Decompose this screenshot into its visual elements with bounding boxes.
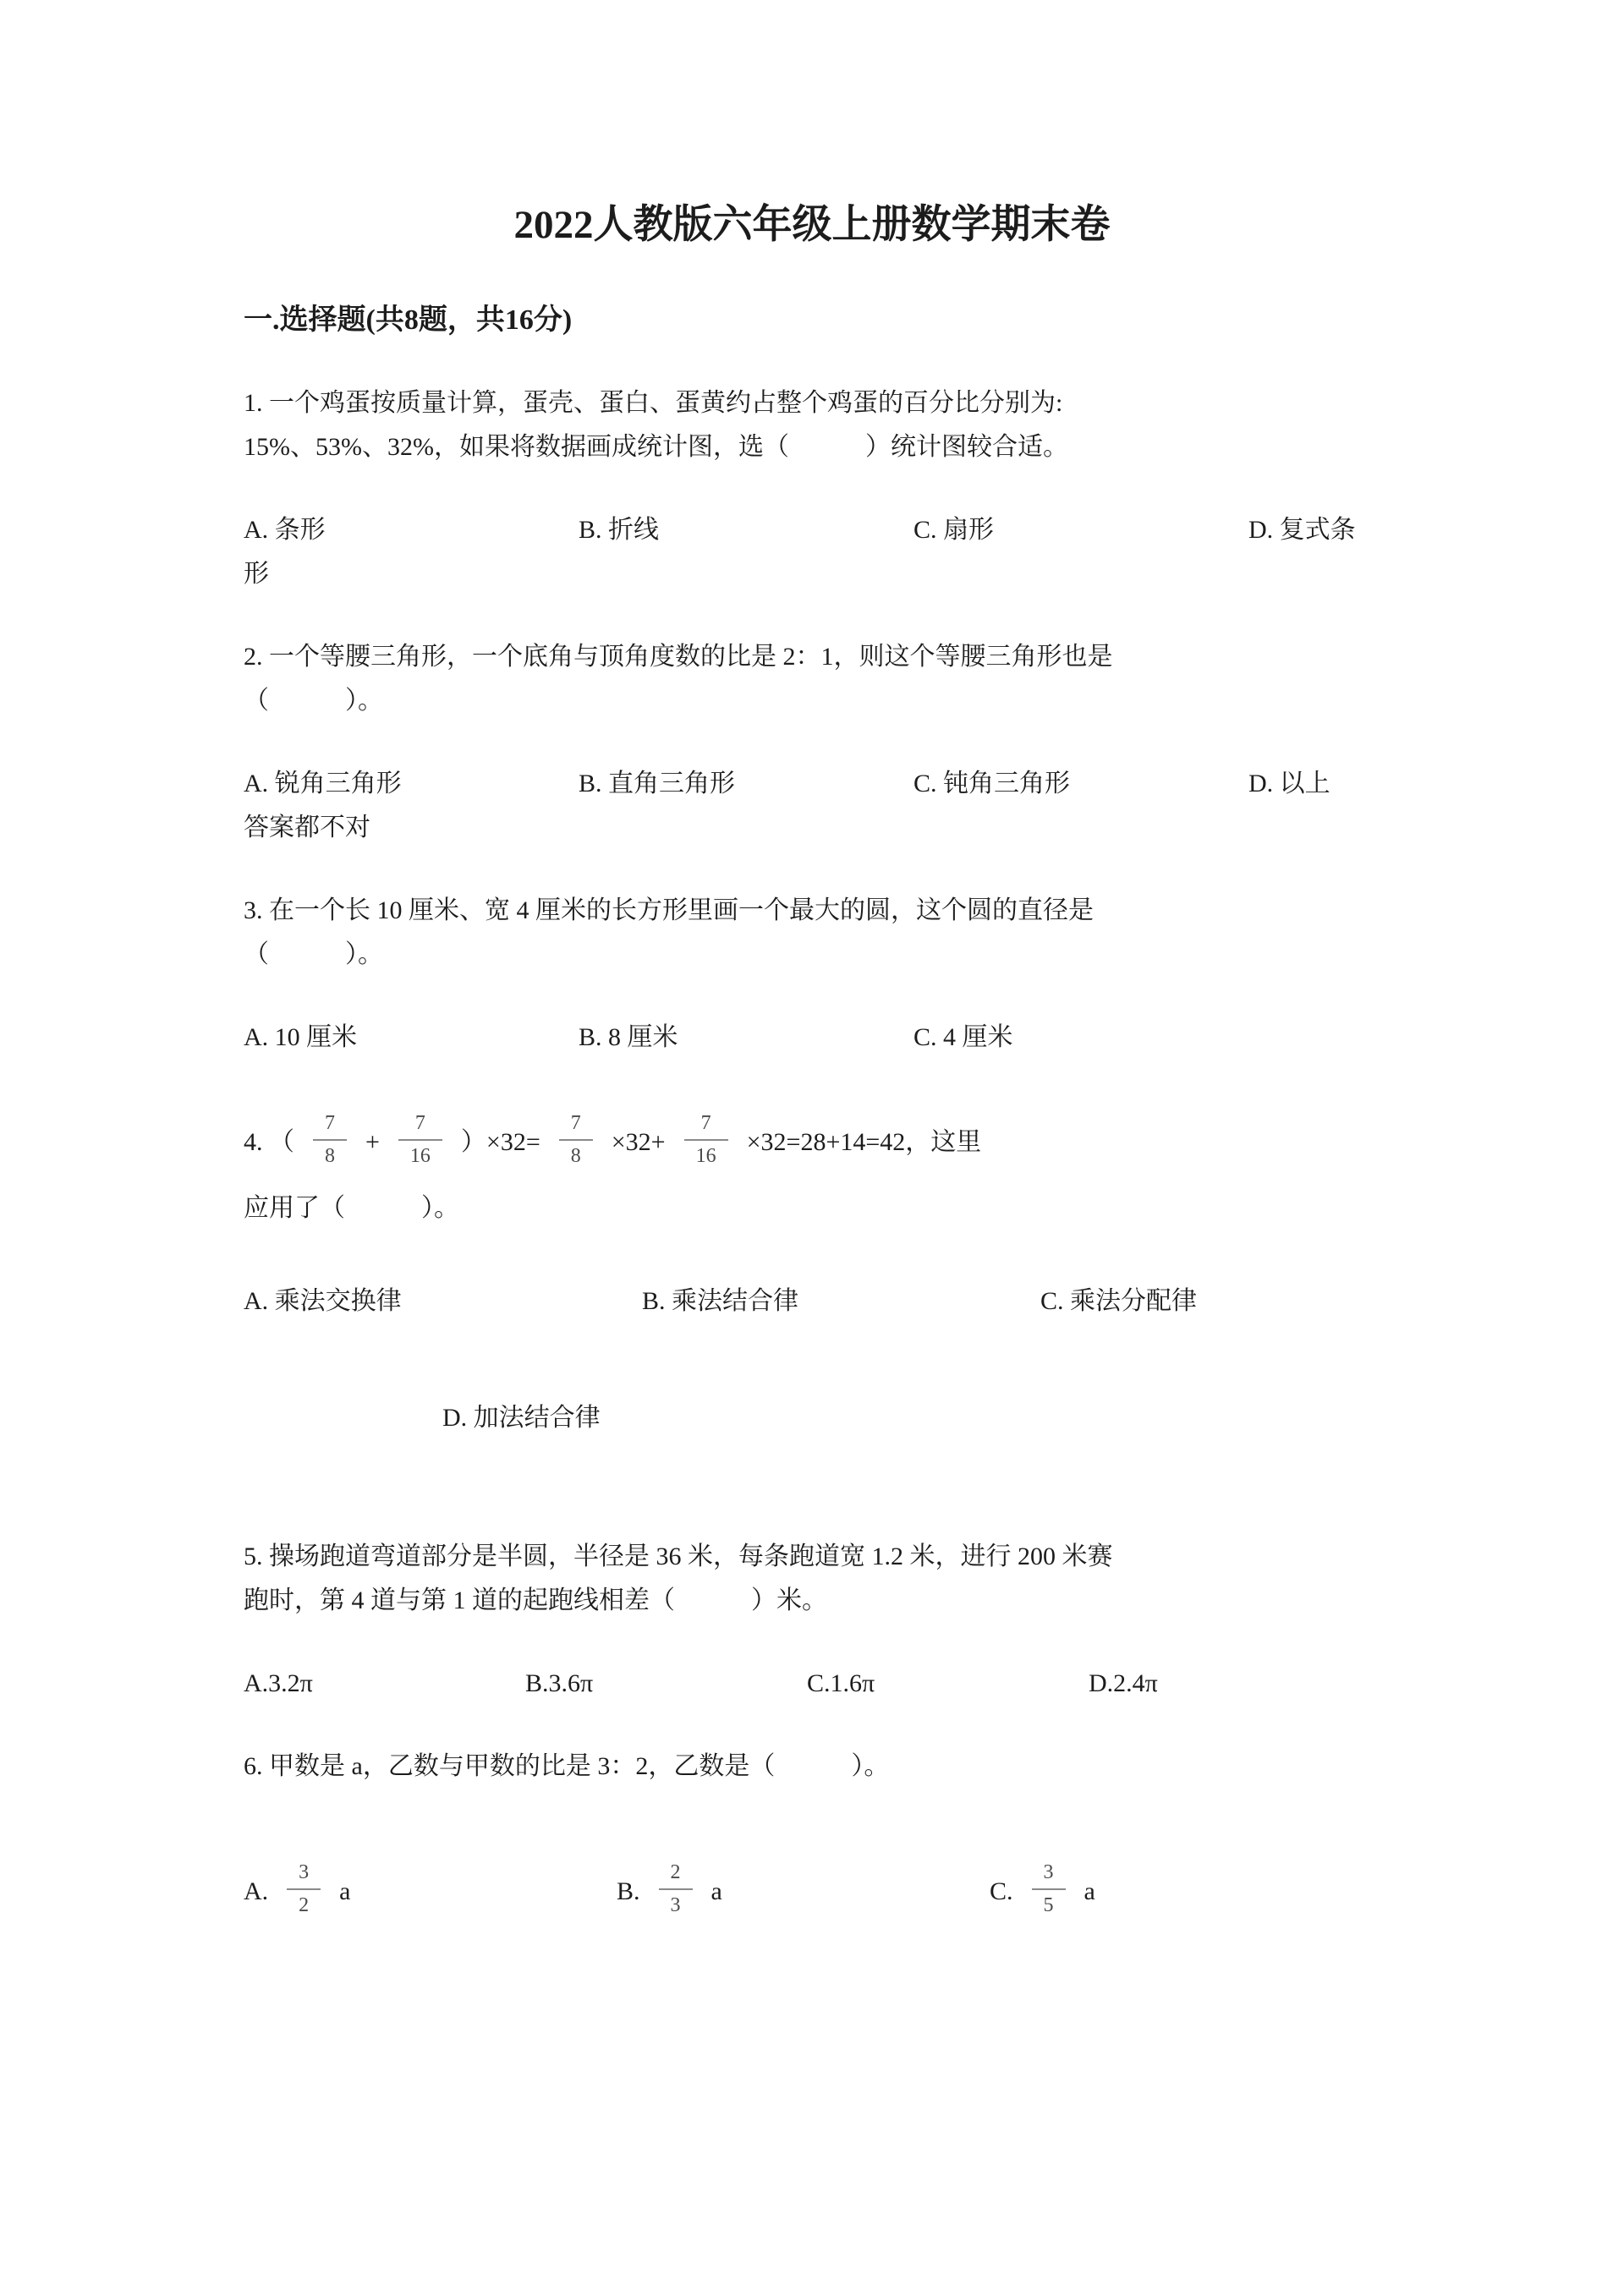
q6-options-row xyxy=(244,1848,1380,1936)
fraction-7-8 xyxy=(313,1110,347,1169)
question-4-options xyxy=(244,1280,1380,1323)
fraction-denominator: 3 xyxy=(659,1888,693,1919)
q6-option-a xyxy=(244,1848,617,1936)
question-1-options xyxy=(244,508,1380,596)
q6-option-c xyxy=(990,1848,1095,1936)
question-6-stem xyxy=(244,1745,1380,1789)
q1-option-a: A. 条形 xyxy=(244,515,326,544)
question-6-options xyxy=(244,1848,1380,1936)
fraction-2-3 xyxy=(659,1860,693,1918)
q5-option-c: C.1.6π xyxy=(807,1669,875,1697)
q5-stem-line-1: 5. 操场跑道弯道部分是半圆，半径是 36 米，每条跑道宽 1.2 米，进行 200 米赛 xyxy=(244,1542,1113,1570)
q1-stem-line-2: 15%、53%、32%，如果将数据画成统计图，选（ ）统计图较合适。 xyxy=(244,432,1068,461)
q4-seg-times: ×32+ xyxy=(611,1127,666,1156)
question-2-stem xyxy=(244,635,1380,723)
fraction-7-8 xyxy=(559,1110,593,1169)
fraction-denominator: 5 xyxy=(1032,1888,1066,1919)
q4-expression-line xyxy=(244,1099,1380,1186)
fraction-numerator: 7 xyxy=(325,1112,335,1135)
q6-option-a-label: A. xyxy=(244,1877,269,1905)
exam-title: 2022人教版六年级上册数学期末卷 xyxy=(513,203,1111,247)
q1-stem-line-1: 1. 一个鸡蛋按质量计算，蛋壳、蛋白、蛋黄约占整个鸡蛋的百分比分别为: xyxy=(244,388,1063,417)
q2-option-a: A. 锐角三角形 xyxy=(244,769,402,797)
section-header: 一.选择题(共8题，共16分) xyxy=(244,304,573,337)
q6-option-b-suffix: a xyxy=(710,1877,722,1905)
q1-option-d: D. 复式条 xyxy=(1248,515,1356,544)
question-1-stem xyxy=(244,381,1380,469)
fraction-denominator: 2 xyxy=(287,1888,321,1919)
q6-option-c-suffix: a xyxy=(1084,1877,1095,1905)
q4-seg-close: ）×32= xyxy=(460,1127,540,1156)
q4-seg-open: 4. （ xyxy=(244,1127,294,1156)
q2-option-b: B. 直角三角形 xyxy=(579,769,736,797)
q5-options-row xyxy=(244,1662,1380,1706)
q4-option-c: C. 乘法分配律 xyxy=(1040,1286,1198,1315)
question-5-stem xyxy=(244,1535,1380,1623)
q4-option-d: D. 加法结合律 xyxy=(442,1403,601,1432)
question-5-options xyxy=(244,1662,1380,1706)
q2-option-d-wrap: 答案都不对 xyxy=(244,813,370,841)
q5-option-b: B.3.6π xyxy=(525,1669,594,1697)
q3-options-row xyxy=(244,1016,1380,1060)
fraction-numerator: 7 xyxy=(570,1112,581,1135)
q4-seg-end: ×32=28+14=42，这里 xyxy=(746,1127,982,1156)
fraction-denominator: 16 xyxy=(684,1139,728,1170)
q3-option-b: B. 8 厘米 xyxy=(579,1022,678,1051)
q2-options-row xyxy=(244,762,1380,806)
q1-option-c: C. 扇形 xyxy=(914,515,995,544)
fraction-numerator: 7 xyxy=(700,1112,711,1135)
q3-option-c: C. 4 厘米 xyxy=(914,1022,1013,1051)
question-2-options xyxy=(244,762,1380,850)
fraction-numerator: 3 xyxy=(1043,1861,1054,1884)
q2-option-d: D. 以上 xyxy=(1248,769,1330,797)
fraction-denominator: 8 xyxy=(559,1139,593,1170)
q5-option-d: D.2.4π xyxy=(1089,1669,1158,1697)
fraction-3-2 xyxy=(287,1860,321,1918)
fraction-numerator: 2 xyxy=(670,1861,681,1884)
fraction-numerator: 3 xyxy=(299,1861,310,1884)
question-4-stem xyxy=(244,1099,1380,1230)
q6-option-a-suffix: a xyxy=(339,1877,351,1905)
q2-stem-line-2: （ ）。 xyxy=(244,686,383,715)
q1-option-b: B. 折线 xyxy=(579,515,660,544)
question-4-option-d xyxy=(244,1396,1380,1440)
q6-option-b xyxy=(617,1848,990,1936)
q3-option-a: A. 10 厘米 xyxy=(244,1022,358,1051)
question-3-stem xyxy=(244,889,1380,977)
q3-stem-line-2: （ ）。 xyxy=(244,940,383,968)
q2-option-c: C. 钝角三角形 xyxy=(914,769,1071,797)
q1-options-row xyxy=(244,508,1380,552)
fraction-3-5 xyxy=(1032,1860,1066,1918)
q4-stem-line-2: 应用了（ ）。 xyxy=(244,1193,459,1222)
q4-seg-plus: + xyxy=(365,1127,380,1156)
q4-option-a: A. 乘法交换律 xyxy=(244,1286,402,1315)
q4-option-b: B. 乘法结合律 xyxy=(642,1286,799,1315)
q6-stem-line-1: 6. 甲数是 a，乙数与甲数的比是 3：2，乙数是（ ）。 xyxy=(244,1751,890,1780)
q6-option-c-label: C. xyxy=(990,1877,1013,1905)
q2-stem-line-1: 2. 一个等腰三角形，一个底角与顶角度数的比是 2：1，则这个等腰三角形也是 xyxy=(244,642,1113,671)
q1-option-d-wrap: 形 xyxy=(244,559,269,588)
q4-options-row xyxy=(244,1280,1380,1323)
fraction-denominator: 8 xyxy=(313,1139,347,1170)
q5-stem-line-2: 跑时，第 4 道与第 1 道的起跑线相差（ ）米。 xyxy=(244,1586,827,1614)
fraction-7-16 xyxy=(398,1110,442,1169)
q5-option-a: A.3.2π xyxy=(244,1669,313,1697)
fraction-numerator: 7 xyxy=(414,1112,425,1135)
question-3-options xyxy=(244,1016,1380,1060)
q3-stem-line-1: 3. 在一个长 10 厘米、宽 4 厘米的长方形里画一个最大的圆，这个圆的直径是 xyxy=(244,896,1094,924)
fraction-denominator: 16 xyxy=(398,1139,442,1170)
q6-option-b-label: B. xyxy=(617,1877,640,1905)
fraction-7-16 xyxy=(684,1110,728,1169)
